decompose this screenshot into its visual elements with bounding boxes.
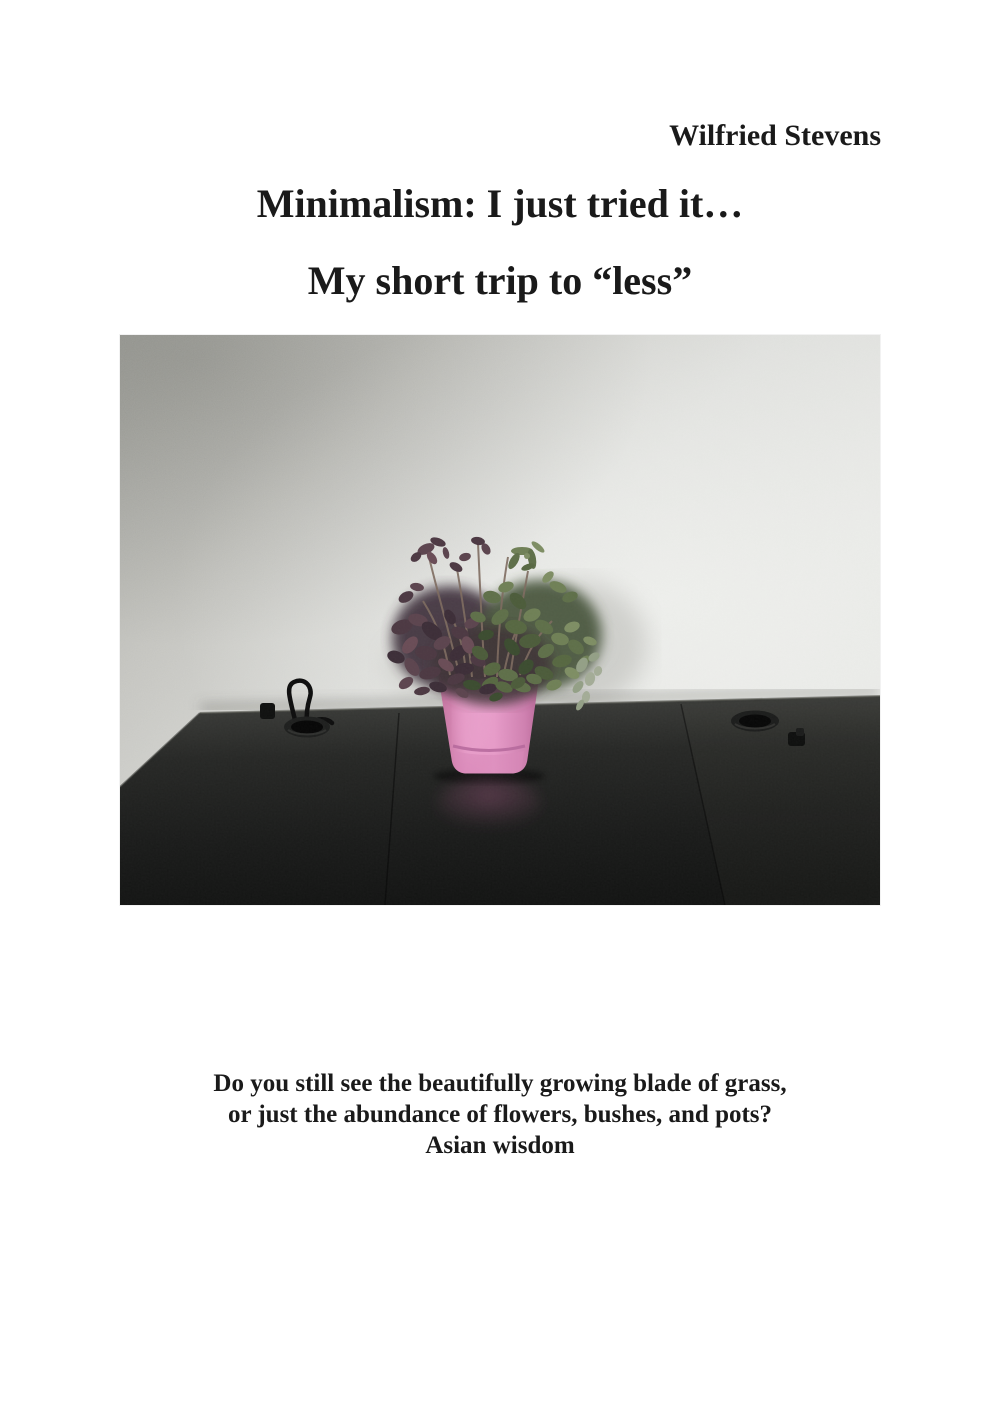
cover-photo [120,335,880,905]
author-name: Wilfried Stevens [669,119,881,152]
photo-grain [120,335,880,905]
title-line-1: Minimalism: I just tried it… [256,181,744,226]
title-line-2: My short trip to “less” [307,258,693,303]
quote-attribution: Asian wisdom [425,1132,575,1159]
quote-block [0,1068,1000,1161]
quote-line-2: or just the abundance of flowers, bushes, and pots? [227,1101,773,1128]
quote-line-1: Do you still see the beautifully growing blade of grass, [213,1070,787,1097]
